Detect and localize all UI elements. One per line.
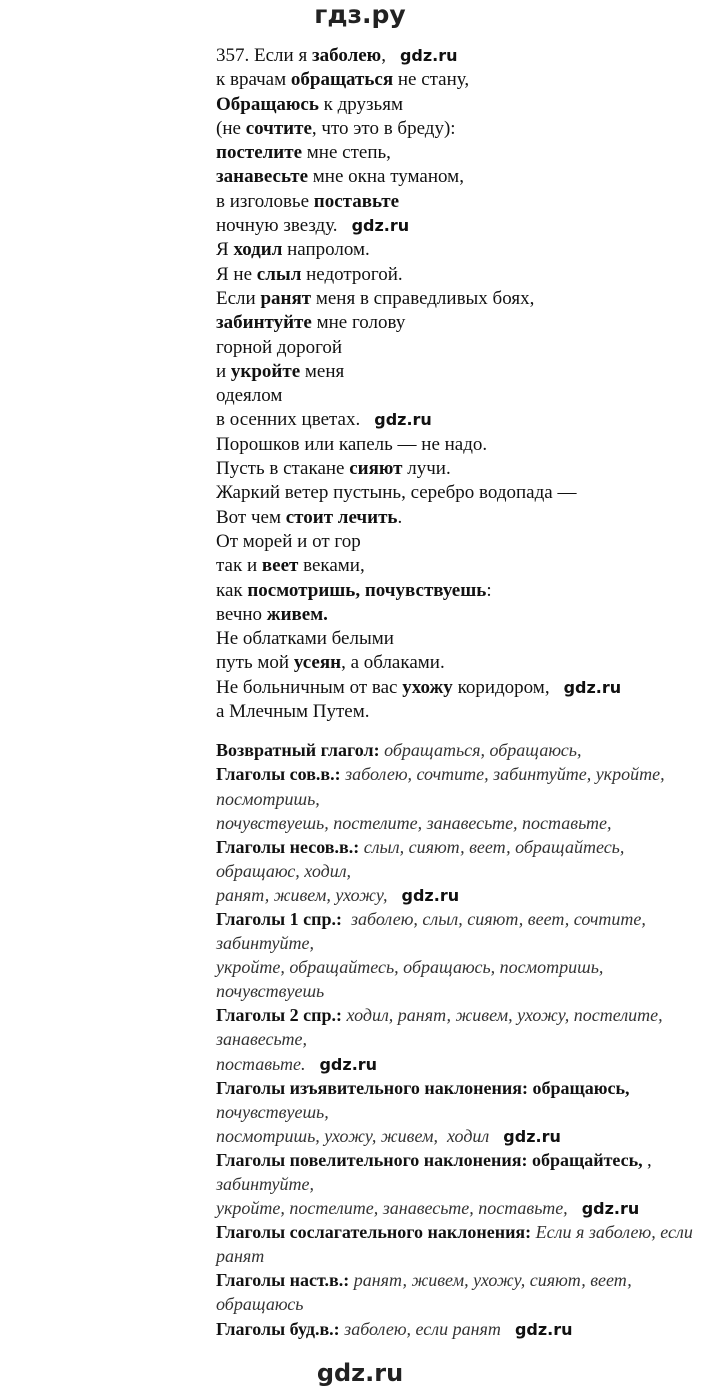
bold-term: забинтуйте	[216, 312, 312, 334]
text-segment: Вот чем	[216, 506, 286, 528]
italic-examples: обращаться, обращаюсь,	[379, 740, 582, 761]
bold-term: обращаться	[290, 69, 394, 91]
text-segment: меня в справедливых боях,	[311, 287, 535, 309]
poem-line	[216, 579, 712, 603]
analysis-line	[216, 1148, 712, 1196]
verb-analysis	[216, 738, 712, 1340]
text-segment: мне голову	[311, 312, 406, 334]
bold-term: Глаголы буд.в.:	[216, 1318, 340, 1339]
poem-line	[216, 457, 712, 481]
text-segment: Не больничным от вас	[216, 676, 403, 698]
poem-line	[216, 676, 712, 700]
poem-line	[216, 190, 712, 214]
analysis-line	[216, 1220, 712, 1268]
italic-examples: заболею, если ранят	[339, 1318, 501, 1339]
text-segment: вечно	[216, 603, 267, 625]
bold-term: Возвратный глагол:	[216, 740, 380, 761]
bold-term: Обращаюсь	[216, 93, 319, 115]
poem-line	[216, 627, 712, 651]
analysis-line	[216, 1317, 712, 1341]
bold-term: Глаголы 2 спр.:	[216, 1005, 343, 1026]
italic-examples: ранят, живем, ухожу,	[216, 884, 388, 905]
bold-term: слыл	[256, 263, 302, 285]
bold-term: занавесьте	[216, 166, 309, 188]
italic-examples: почувствуешь,	[216, 1077, 634, 1122]
text-segment: недотрогой.	[301, 263, 403, 285]
bold-term: сияют	[349, 458, 403, 480]
text-segment: Если	[216, 287, 261, 309]
poem-line	[216, 263, 712, 287]
text-segment: лучи.	[402, 458, 451, 480]
text-segment: меня	[300, 360, 345, 382]
text-segment: 357. Если я	[216, 45, 312, 66]
watermark: gdz.ru	[401, 885, 460, 905]
analysis-line	[216, 762, 712, 810]
italic-examples: ходил, ранят, живем, ухожу, постелите, занавесьте,	[216, 1005, 668, 1050]
poem-line	[216, 481, 712, 505]
italic-examples: заболею, сочтите, забинтуйте, укройте, посмотришь,	[216, 764, 670, 809]
watermark: gdz.ru	[581, 1199, 640, 1219]
bold-term: постелите	[216, 142, 303, 164]
poem-line	[216, 68, 712, 92]
watermark: gdz.ru	[503, 1126, 561, 1146]
poem-line	[216, 433, 712, 457]
italic-examples: ранят, живем, ухожу, сияют, веет, обращаюсь	[216, 1270, 637, 1315]
text-segment: а Млечным Путем.	[216, 701, 370, 723]
poem-line	[216, 336, 712, 360]
italic-examples: заболею, слыл, сияют, веет, сочтите, забинтуйте,	[216, 908, 651, 954]
text-segment: мне степь,	[302, 142, 391, 164]
text-segment: Жаркий ветер пустынь, серебро водопада —	[216, 482, 577, 504]
analysis-line	[216, 1268, 712, 1316]
text-segment: коридором,	[452, 676, 550, 698]
italic-examples: Если я заболею, если ранят	[216, 1222, 698, 1267]
analysis-line	[216, 1196, 712, 1220]
text-segment: горной дорогой	[216, 336, 343, 358]
poem-line	[216, 408, 712, 432]
watermark: gdz.ru	[319, 1054, 378, 1074]
bold-term: веет	[261, 555, 299, 577]
text-segment: ,	[381, 45, 386, 66]
italic-examples: укройте, обращайтесь, обращаюсь, посмотришь, почувствуешь	[216, 957, 608, 1002]
bold-term: живем.	[266, 603, 328, 625]
bold-term: Глаголы повелительного наклонения: обращайтесь,	[216, 1149, 643, 1170]
analysis-line	[216, 811, 712, 835]
bold-term: усеян	[293, 652, 342, 674]
text-segment: как	[216, 579, 248, 601]
text-segment: мне окна туманом,	[308, 166, 464, 188]
bold-term: ходил	[233, 239, 283, 261]
poem-line	[216, 44, 712, 68]
poem-line	[216, 214, 712, 238]
analysis-line	[216, 1076, 712, 1124]
poem-line	[216, 238, 712, 262]
text-segment: (не	[216, 117, 246, 139]
text-segment: Порошков или капель — не надо.	[216, 433, 488, 455]
analysis-line	[216, 1003, 712, 1051]
analysis-line	[216, 955, 712, 1003]
text-segment: и	[216, 360, 231, 382]
analysis-line	[216, 883, 712, 907]
bold-term: стоит лечить	[285, 506, 398, 528]
bold-term: Глаголы сослагательного наклонения:	[216, 1222, 532, 1243]
text-segment: Пусть в стакане	[216, 458, 350, 480]
text-segment: в осенних цветах.	[216, 409, 361, 431]
text-segment: .	[397, 506, 403, 528]
text-segment: не стану,	[393, 69, 470, 91]
text-segment: к врачам	[216, 69, 291, 91]
poem-line	[216, 651, 712, 675]
text-segment: Я не	[216, 263, 257, 285]
watermark: gdz.ru	[351, 216, 410, 236]
bold-term: Глаголы наст.в.:	[216, 1270, 350, 1291]
bold-term: Глаголы 1 спр.:	[216, 908, 343, 929]
poem-line	[216, 384, 712, 408]
bold-term: ранят	[260, 287, 312, 309]
text-segment: ночную звезду.	[216, 215, 338, 237]
poem-line	[216, 700, 712, 724]
text-segment: , что это в бреду):	[311, 117, 456, 139]
bold-term: посмотришь, почувствуешь	[247, 579, 487, 601]
bold-term: сочтите	[245, 117, 312, 139]
text-segment: Я	[216, 239, 234, 261]
poem-line	[216, 506, 712, 530]
bold-term: Глаголы сов.в.:	[216, 764, 341, 785]
analysis-line	[216, 1052, 712, 1076]
italic-examples: посмотришь, ухожу, живем, ходил	[216, 1125, 490, 1146]
site-header: гдз.ру	[314, 0, 406, 29]
poem-line	[216, 117, 712, 141]
watermark: gdz.ru	[374, 410, 432, 430]
watermark: gdz.ru	[514, 1319, 573, 1339]
poem-line	[216, 360, 712, 384]
text-segment: путь мой	[216, 652, 294, 674]
bold-term: ухожу	[402, 676, 453, 698]
italic-examples: слыл, сияют, веет, обращайтесь, обращаюс, ходил,	[216, 836, 629, 881]
poem-line	[216, 554, 712, 578]
bold-term: Глаголы изъявительного наклонения: обращаюсь,	[216, 1077, 630, 1098]
italic-examples: забинтуйте,	[216, 1174, 315, 1194]
text-segment: Не облатками белыми	[216, 628, 394, 650]
site-footer: gdz.ru	[316, 1358, 404, 1387]
text-segment: От морей и от гор	[216, 530, 361, 552]
analysis-line	[216, 738, 712, 762]
text-segment: ,	[642, 1149, 657, 1170]
poem-line	[216, 165, 712, 189]
poem-line	[216, 311, 712, 335]
bold-term: поставьте	[313, 190, 400, 212]
poem-line	[216, 287, 712, 311]
bold-term: Глаголы несов.в.:	[216, 836, 360, 857]
text-segment: веками,	[298, 555, 365, 577]
text-segment: так и	[216, 555, 262, 577]
analysis-line	[216, 835, 712, 883]
watermark: gdz.ru	[399, 46, 458, 65]
poem-line	[216, 141, 712, 165]
analysis-line	[216, 907, 712, 955]
text-segment: к друзьям	[318, 93, 403, 115]
italic-examples: поставьте.	[216, 1053, 306, 1074]
poem-text	[216, 44, 712, 724]
bold-term: заболею	[311, 45, 382, 66]
analysis-line	[216, 1124, 712, 1148]
text-segment: напролом.	[282, 239, 370, 261]
italic-examples: почувствуешь, постелите, занавесьте, поставьте,	[216, 812, 612, 833]
watermark: gdz.ru	[563, 677, 622, 697]
poem-line	[216, 530, 712, 554]
poem-line	[216, 603, 712, 627]
text-segment: :	[486, 579, 492, 601]
italic-examples: укройте, постелите, занавесьте, поставьте,	[216, 1198, 568, 1219]
text-segment: одеялом	[216, 385, 283, 407]
text-segment: , а облаками.	[341, 652, 445, 674]
bold-term: укройте	[230, 360, 301, 382]
text-segment: в изголовье	[216, 190, 314, 212]
poem-line	[216, 93, 712, 117]
